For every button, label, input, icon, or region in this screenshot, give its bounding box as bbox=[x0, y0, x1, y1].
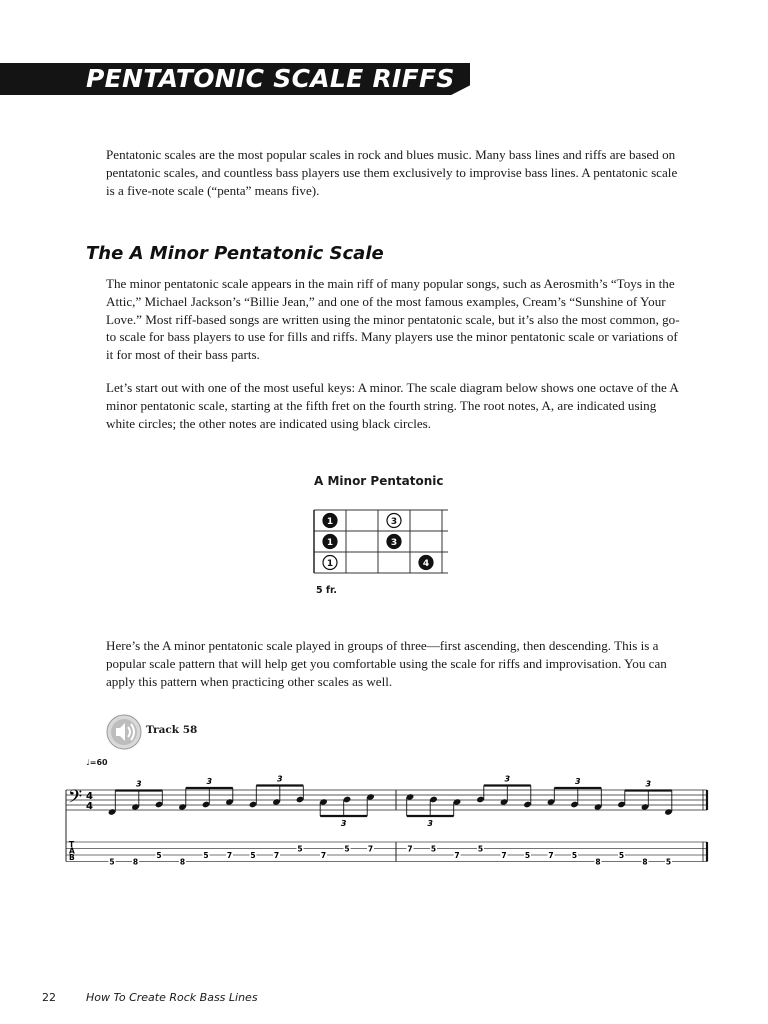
book-title: How To Create Rock Bass Lines bbox=[86, 991, 258, 1004]
tempo-marking: ♩=60 bbox=[86, 758, 108, 767]
tab-letter: B bbox=[69, 853, 75, 862]
tab-fret-number: 7 bbox=[548, 851, 554, 860]
tab-letter: A bbox=[69, 846, 75, 856]
time-sig-top: 4 bbox=[86, 791, 93, 802]
triplet-marker: 3 bbox=[504, 774, 511, 784]
tab-letter: T bbox=[69, 840, 75, 849]
tab-fret-number: 5 bbox=[344, 844, 350, 854]
triplet-marker: 3 bbox=[427, 819, 433, 828]
tab-fret-number: 5 bbox=[297, 844, 303, 854]
a-minor-intro-paragraph: Let’s start out with one of the most useful keys: A minor. The scale diagram below shows one octave of the A minor pentatonic scale, starting at the fifth fret on the fourth string. The root notes, A, are indicated using white circles; the other notes are indicated using black circles. bbox=[106, 380, 679, 431]
finger-number: 1 bbox=[326, 537, 334, 548]
tab-fret-number: 7 bbox=[454, 851, 460, 860]
scale-pattern-paragraph: Here’s the A minor pentatonic scale played in groups of three—first ascending, then descending. This is a popular scale pattern that will help get you comfortable using the scale for riffs and improvisation. You can apply this pattern when practicing other scales as well. bbox=[106, 638, 667, 689]
triplet-marker: 3 bbox=[575, 777, 581, 786]
triplet-marker: 3 bbox=[136, 779, 142, 789]
page-number: 22 bbox=[42, 991, 56, 1004]
finger-number: 3 bbox=[390, 516, 398, 527]
tab-fret-number: 5 bbox=[618, 851, 625, 860]
finger-number: 3 bbox=[390, 537, 398, 548]
triplet-marker: 3 bbox=[206, 777, 213, 786]
minor-pentatonic-paragraph: The minor pentatonic scale appears in the main riff of many popular songs, such as Aerosmith’s “Toys in the Attic,” Michael Jackson’s “Billie Jean,” and one of the most famous examples, Cream’s “Sunshine of Your Love.” Most riff-based songs are written using the minor pentatonic scale, but it’s also the most common, go-to scale for bass players to use for fills and riffs. Many players use the minor pentatonic scale or variations of it for most of their bass parts. bbox=[106, 276, 680, 363]
tab-fret-number: 8 bbox=[595, 857, 601, 867]
tab-fret-number: 7 bbox=[367, 844, 374, 854]
time-sig-bottom: 4 bbox=[86, 801, 93, 812]
finger-number: 4 bbox=[422, 558, 430, 569]
tab-fret-number: 8 bbox=[642, 857, 648, 867]
tab-fret-number: 8 bbox=[179, 857, 186, 867]
section-heading: The A Minor Pentatonic Scale bbox=[86, 243, 384, 264]
track-label: Track 58 bbox=[146, 724, 198, 736]
triplet-marker: 3 bbox=[277, 774, 283, 784]
tab-fret-number: 5 bbox=[250, 851, 256, 860]
finger-number: 1 bbox=[326, 558, 334, 569]
notation-system bbox=[0, 760, 768, 880]
tab-fret-number: 5 bbox=[477, 844, 484, 854]
triplet-marker: 3 bbox=[645, 779, 652, 789]
fret-position-label: 5 fr. bbox=[316, 585, 337, 596]
tab-fret-number: 5 bbox=[203, 851, 209, 860]
tab-fret-number: 8 bbox=[132, 857, 139, 867]
triplet-marker: 3 bbox=[340, 819, 347, 828]
bass-clef: 𝄢 bbox=[68, 787, 83, 812]
tab-fret-number: 7 bbox=[320, 851, 327, 860]
page-title: PENTATONIC SCALE RIFFS bbox=[86, 64, 455, 93]
section-banner bbox=[0, 63, 470, 95]
finger-number: 1 bbox=[326, 516, 334, 527]
tab-fret-number: 5 bbox=[156, 851, 162, 860]
tab-fret-number: 7 bbox=[407, 844, 413, 854]
intro-paragraph: Pentatonic scales are the most popular scales in rock and blues music. Many bass lines and riffs are based on pentatonic scales, and countless bass players use them exclusively to improvise bass lines. A pentatonic scale is a five-note scale (“penta” means five). bbox=[106, 147, 678, 198]
tab-fret-number: 7 bbox=[501, 851, 507, 860]
tab-fret-number: 5 bbox=[430, 844, 437, 854]
tab-fret-number: 7 bbox=[273, 851, 280, 860]
tab-fret-number: 5 bbox=[109, 857, 115, 867]
diagram-title: A Minor Pentatonic bbox=[314, 474, 444, 488]
tab-fret-number: 5 bbox=[524, 851, 531, 860]
tab-fret-number: 7 bbox=[226, 851, 233, 860]
scale-diagram bbox=[300, 500, 460, 584]
tab-fret-number: 5 bbox=[571, 851, 578, 860]
speaker-icon[interactable] bbox=[106, 714, 142, 750]
tab-fret-number: 5 bbox=[665, 857, 672, 867]
